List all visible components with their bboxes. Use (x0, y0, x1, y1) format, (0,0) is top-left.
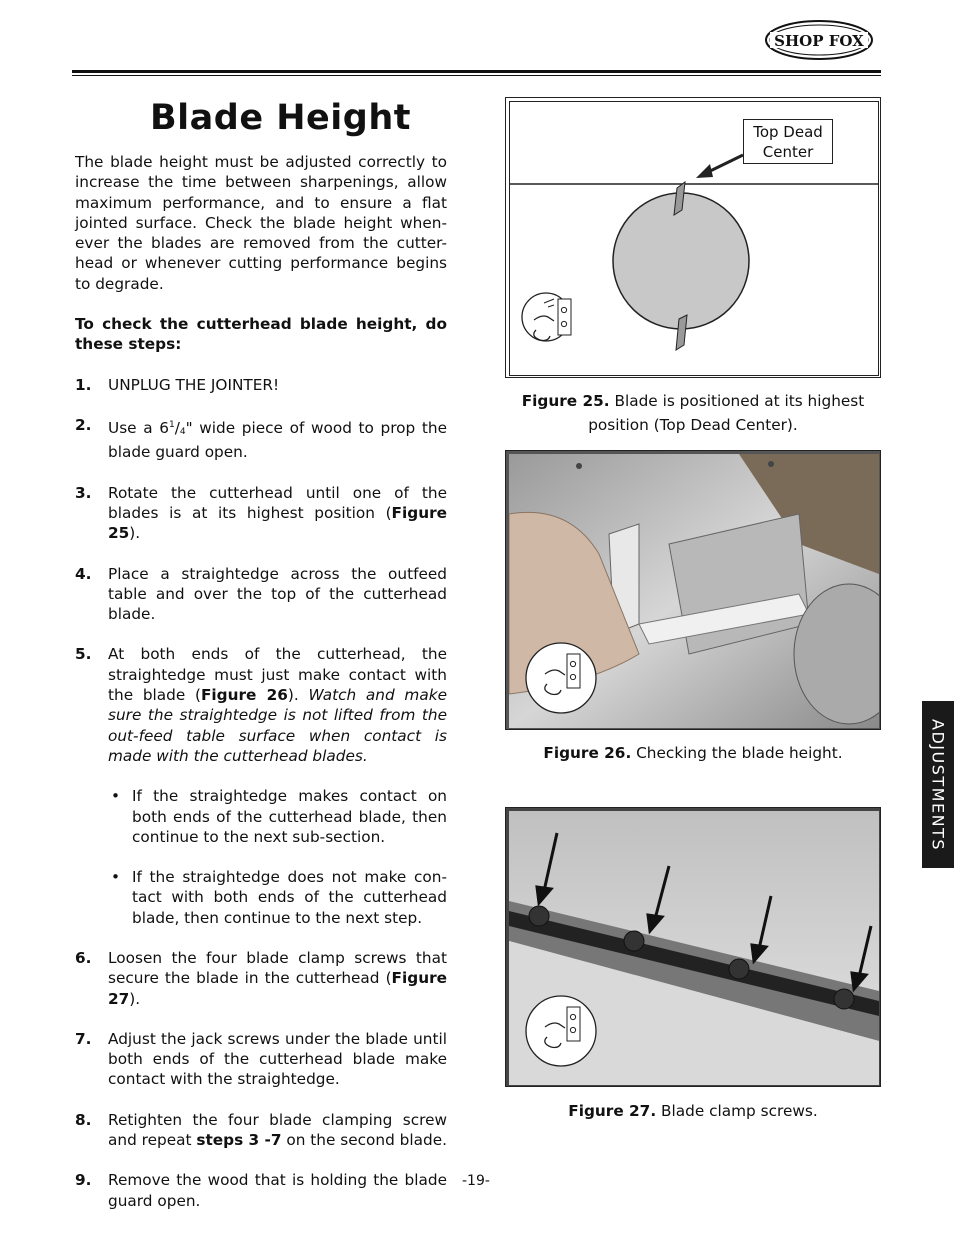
blade-clamp-photo (509, 811, 879, 1085)
bullet-item (75, 867, 447, 928)
step-2: 2. Use a $6^1/_4$" wide piece of wood to prop the blade guard open. (75, 415, 447, 462)
caption-text: Blade clamp screws. (661, 1102, 818, 1120)
bullet-dot: • (111, 868, 121, 887)
steps-lead: To check the cutterhead blade height, do these steps: (75, 315, 447, 354)
step-4 (75, 564, 447, 625)
step-text: At both ends of the cutterhead, the straightedge must just make contact with the blade ( (108, 645, 447, 705)
section-tab-adjustments (922, 701, 954, 868)
caption-text: Blade is positioned at its highest position (Top Dead Center). (588, 392, 865, 434)
step-text: UNPLUG THE JOINTER! (108, 375, 280, 394)
figure-label: Figure 25. (521, 392, 610, 410)
shop-fox-logo (764, 18, 874, 62)
page-number: -19- (462, 1173, 490, 1189)
step-3 (75, 483, 447, 544)
step-text: Loosen the four blade clamp screws that secure the blade in the cutterhead ( (108, 949, 447, 988)
figure-label: Figure 27. (568, 1102, 657, 1120)
step-number: 3. (75, 483, 92, 502)
figure-27 (505, 807, 881, 1087)
unplug-icon (522, 293, 571, 341)
instructions-column (75, 152, 447, 1231)
figure-label: Figure 26. (543, 744, 632, 762)
step-text: Place a straightedge across the outfeed table and over the top of the cutterhead blade. (108, 564, 447, 624)
step-text: ). (287, 686, 309, 705)
unplug-icon (526, 996, 596, 1066)
step-text: Remove the wood that is holding the blade guard open. (108, 1171, 447, 1210)
caption-text: Checking the blade height. (636, 744, 843, 762)
step-1 (75, 375, 447, 395)
section-tab-label: ADJUSTMENTS (928, 718, 948, 851)
step-number: 9. (75, 1171, 92, 1190)
step-text: Use a 6 (108, 419, 169, 438)
step-9 (75, 1170, 447, 1211)
figure-27-caption (506, 1099, 880, 1123)
step-5 (75, 644, 447, 766)
step-warning-text: Watch and make sure the straightedge is not lifted from the out-feed table surface when contact is made with the cutterhead blades. (108, 686, 447, 765)
step-number: 5. (75, 645, 92, 664)
step-8 (75, 1110, 447, 1151)
figure-26-caption (506, 741, 880, 765)
step-number: 1. (75, 375, 92, 394)
page-title: Blade Height (150, 98, 411, 138)
bullet-text: If the straightedge does not make con-tact with both ends of the cutterhead blade, then continue to the next step. (132, 868, 447, 927)
intro-paragraph: The blade height must be adjusted correctly to increase the time between sharpenings, allow maximum performance, and to ensure a flat jointed surface. Check the blade height when-ever the blades are removed from the cutter-head or whenever cutting performance begins to degrade. (75, 153, 447, 293)
header-rule (72, 70, 881, 73)
step-number: 7. (75, 1029, 92, 1048)
bullet-text: If the straightedge makes contact on both ends of the cutterhead blade, then continue to the next sub-section. (132, 787, 447, 846)
figure-25-caption (506, 389, 880, 437)
unplug-icon (526, 643, 596, 713)
step-text: ). (129, 989, 141, 1008)
step-text: " wide piece of wood to prop the blade guard open. (108, 419, 447, 462)
fraction-denominator: 4 (179, 427, 186, 438)
step-7 (75, 1029, 447, 1090)
straightedge-photo (509, 454, 879, 728)
svg-text:SHOP FOX: SHOP FOX (774, 32, 864, 50)
figure-reference: Figure 27 (108, 969, 447, 1008)
step-6 (75, 948, 447, 1009)
step-text: on the second blade. (281, 1131, 447, 1150)
step-text: Rotate the cutterhead until one of the blades is at its highest position ( (108, 483, 447, 522)
figure-25 (505, 97, 881, 378)
figure-reference: Figure 26 (200, 686, 288, 705)
step-number: 2. (75, 415, 92, 434)
fraction-numerator: 1 (168, 419, 175, 430)
top-dead-center-callout: Top Dead Center (743, 119, 833, 164)
step-text: ). (129, 524, 141, 543)
figure-reference: Figure 25 (108, 503, 447, 543)
step-number: 6. (75, 949, 92, 967)
step-text: Retighten the four blade clamping screw and repeat (108, 1110, 447, 1150)
step-text: Adjust the jack screws under the blade until both ends of the cutterhead blade make contact with the straightedge. (108, 1029, 447, 1089)
bullet-item (75, 786, 447, 847)
step-number: 8. (75, 1110, 92, 1129)
bullet-dot: • (111, 787, 121, 806)
figure-26 (505, 450, 881, 730)
header-rule-thin (72, 75, 881, 76)
step-number: 4. (75, 564, 92, 583)
step-reference: steps 3 -7 (196, 1131, 282, 1150)
